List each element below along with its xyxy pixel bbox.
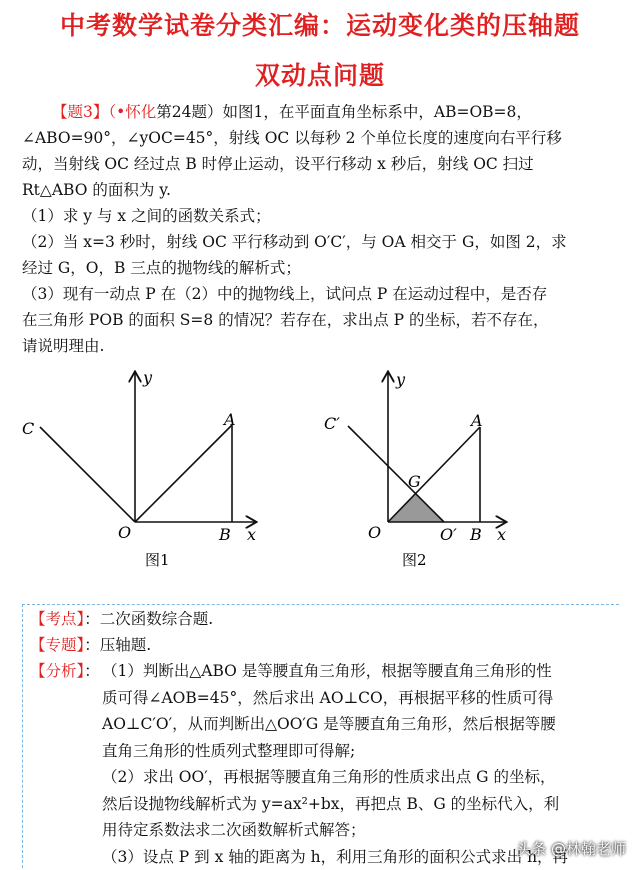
analysis-line-2: 质可得∠AOB=45°，然后求出 AO⊥CO，再根据平移的性质可得 (102, 685, 622, 712)
fig2-label-b: B (469, 525, 482, 544)
analysis-line-6: 然后设抛物线解析式为 y=ax²+bx，再把点 B、G 的坐标代入，利 (102, 791, 622, 818)
fig2-label-o-prime: O′ (440, 525, 457, 544)
question-3c: 请说明理由. (22, 333, 622, 359)
problem-text-1: 如图1，在平面直角坐标系中，AB=OB=8， (223, 103, 532, 121)
fig2-label-x: x (497, 525, 506, 544)
fig1-label-a: A (222, 410, 236, 429)
problem-line-2: ∠ABO=90°，∠yOC=45°，射线 OC 以每秒 2 个单位长度的速度向右平行移 (22, 125, 622, 151)
fig2-label-a: A (469, 411, 483, 430)
problem-line-3: 动，当射线 OC 经过点 B 时停止运动，设平行移动 x 秒后，射线 OC 扫过 (22, 151, 622, 177)
problem-statement (22, 99, 622, 359)
page-subtitle: 双动点问题 (0, 56, 640, 92)
question-3a: （3）现有一动点 P 在（2）中的抛物线上，试问点 P 在运动过程中，是否存 (22, 281, 622, 307)
question-1: （1）求 y 与 x 之间的函数关系式； (22, 203, 622, 229)
fig2-label-c-prime: C′ (324, 414, 340, 433)
problem-source: （•怀化 (108, 103, 156, 121)
fig2-segment-oa (388, 427, 480, 522)
watermark: 头条 @林翰老师 (516, 838, 626, 859)
fig1-label-y: y (142, 368, 153, 387)
fenxi-label-line (30, 658, 100, 684)
fig2-label-o: O (368, 523, 381, 542)
kaodian-text: ：二次函数综合题. (84, 610, 213, 628)
kaodian-line (30, 606, 213, 632)
question-3b: 在三角形 POB 的面积 S=8 的情况？若存在，求出点 P 的坐标，若不存在， (22, 307, 622, 333)
zhuanti-line (30, 632, 151, 658)
fenxi-tag: 【分析】 (30, 662, 84, 680)
fig1-label-b: B (218, 525, 231, 544)
fig1-label-c: C (22, 419, 34, 438)
problem-line-4: Rt△ABO 的面积为 y. (22, 177, 622, 203)
problem-source-rest: 第24题） (156, 103, 222, 121)
fig1-label-x: x (247, 525, 256, 544)
figure-1 (22, 368, 256, 569)
analysis-line-3: AO⊥C′O′，从而判断出△OO′G 是等腰直角三角形，然后根据等腰 (102, 711, 622, 738)
fig2-ray-oc-prime (348, 426, 444, 522)
analysis-line-7: 用待定系数法求二次函数解析式解答； (102, 817, 622, 844)
fig1-ray-oc (40, 427, 135, 522)
fenxi-colon: ： (84, 662, 100, 680)
analysis-line-1: （1）判断出△ABO 是等腰直角三角形，根据等腰直角三角形的性 (102, 658, 622, 685)
zhuanti-text: ：压轴题. (84, 636, 151, 654)
figures (0, 365, 640, 575)
fig1-label-o: O (118, 523, 131, 542)
fig1-caption: 图1 (145, 551, 170, 569)
fig2-label-g: G (408, 472, 421, 491)
problem-tag: 【题3】 (52, 103, 108, 121)
question-2b: 经过 G，O，B 三点的抛物线的解析式； (22, 255, 622, 281)
fig2-caption: 图2 (402, 551, 427, 569)
zhuanti-tag: 【专题】 (30, 636, 84, 654)
fig1-segment-oa (135, 425, 232, 522)
analysis-line-5: （2）求出 OO′，再根据等腰直角三角形的性质求出点 G 的坐标， (102, 764, 622, 791)
analysis-line-4: 直角三角形的性质列式整理即可得解; (102, 738, 622, 765)
fig2-label-y: y (395, 370, 406, 389)
analysis-line-8: （3）设点 P 到 x 轴的距离为 h，利用三角形的面积公式求出 h，再 (102, 844, 622, 870)
kaodian-tag: 【考点】 (30, 610, 84, 628)
page-title: 中考数学试卷分类汇编：运动变化类的压轴题 (0, 6, 640, 42)
fig2-shaded-triangle (388, 494, 444, 522)
figure-2 (324, 370, 506, 569)
question-2a: （2）当 x=3 秒时，射线 OC 平行移动到 O′C′，与 OA 相交于 G，如图 2，求 (22, 229, 622, 255)
